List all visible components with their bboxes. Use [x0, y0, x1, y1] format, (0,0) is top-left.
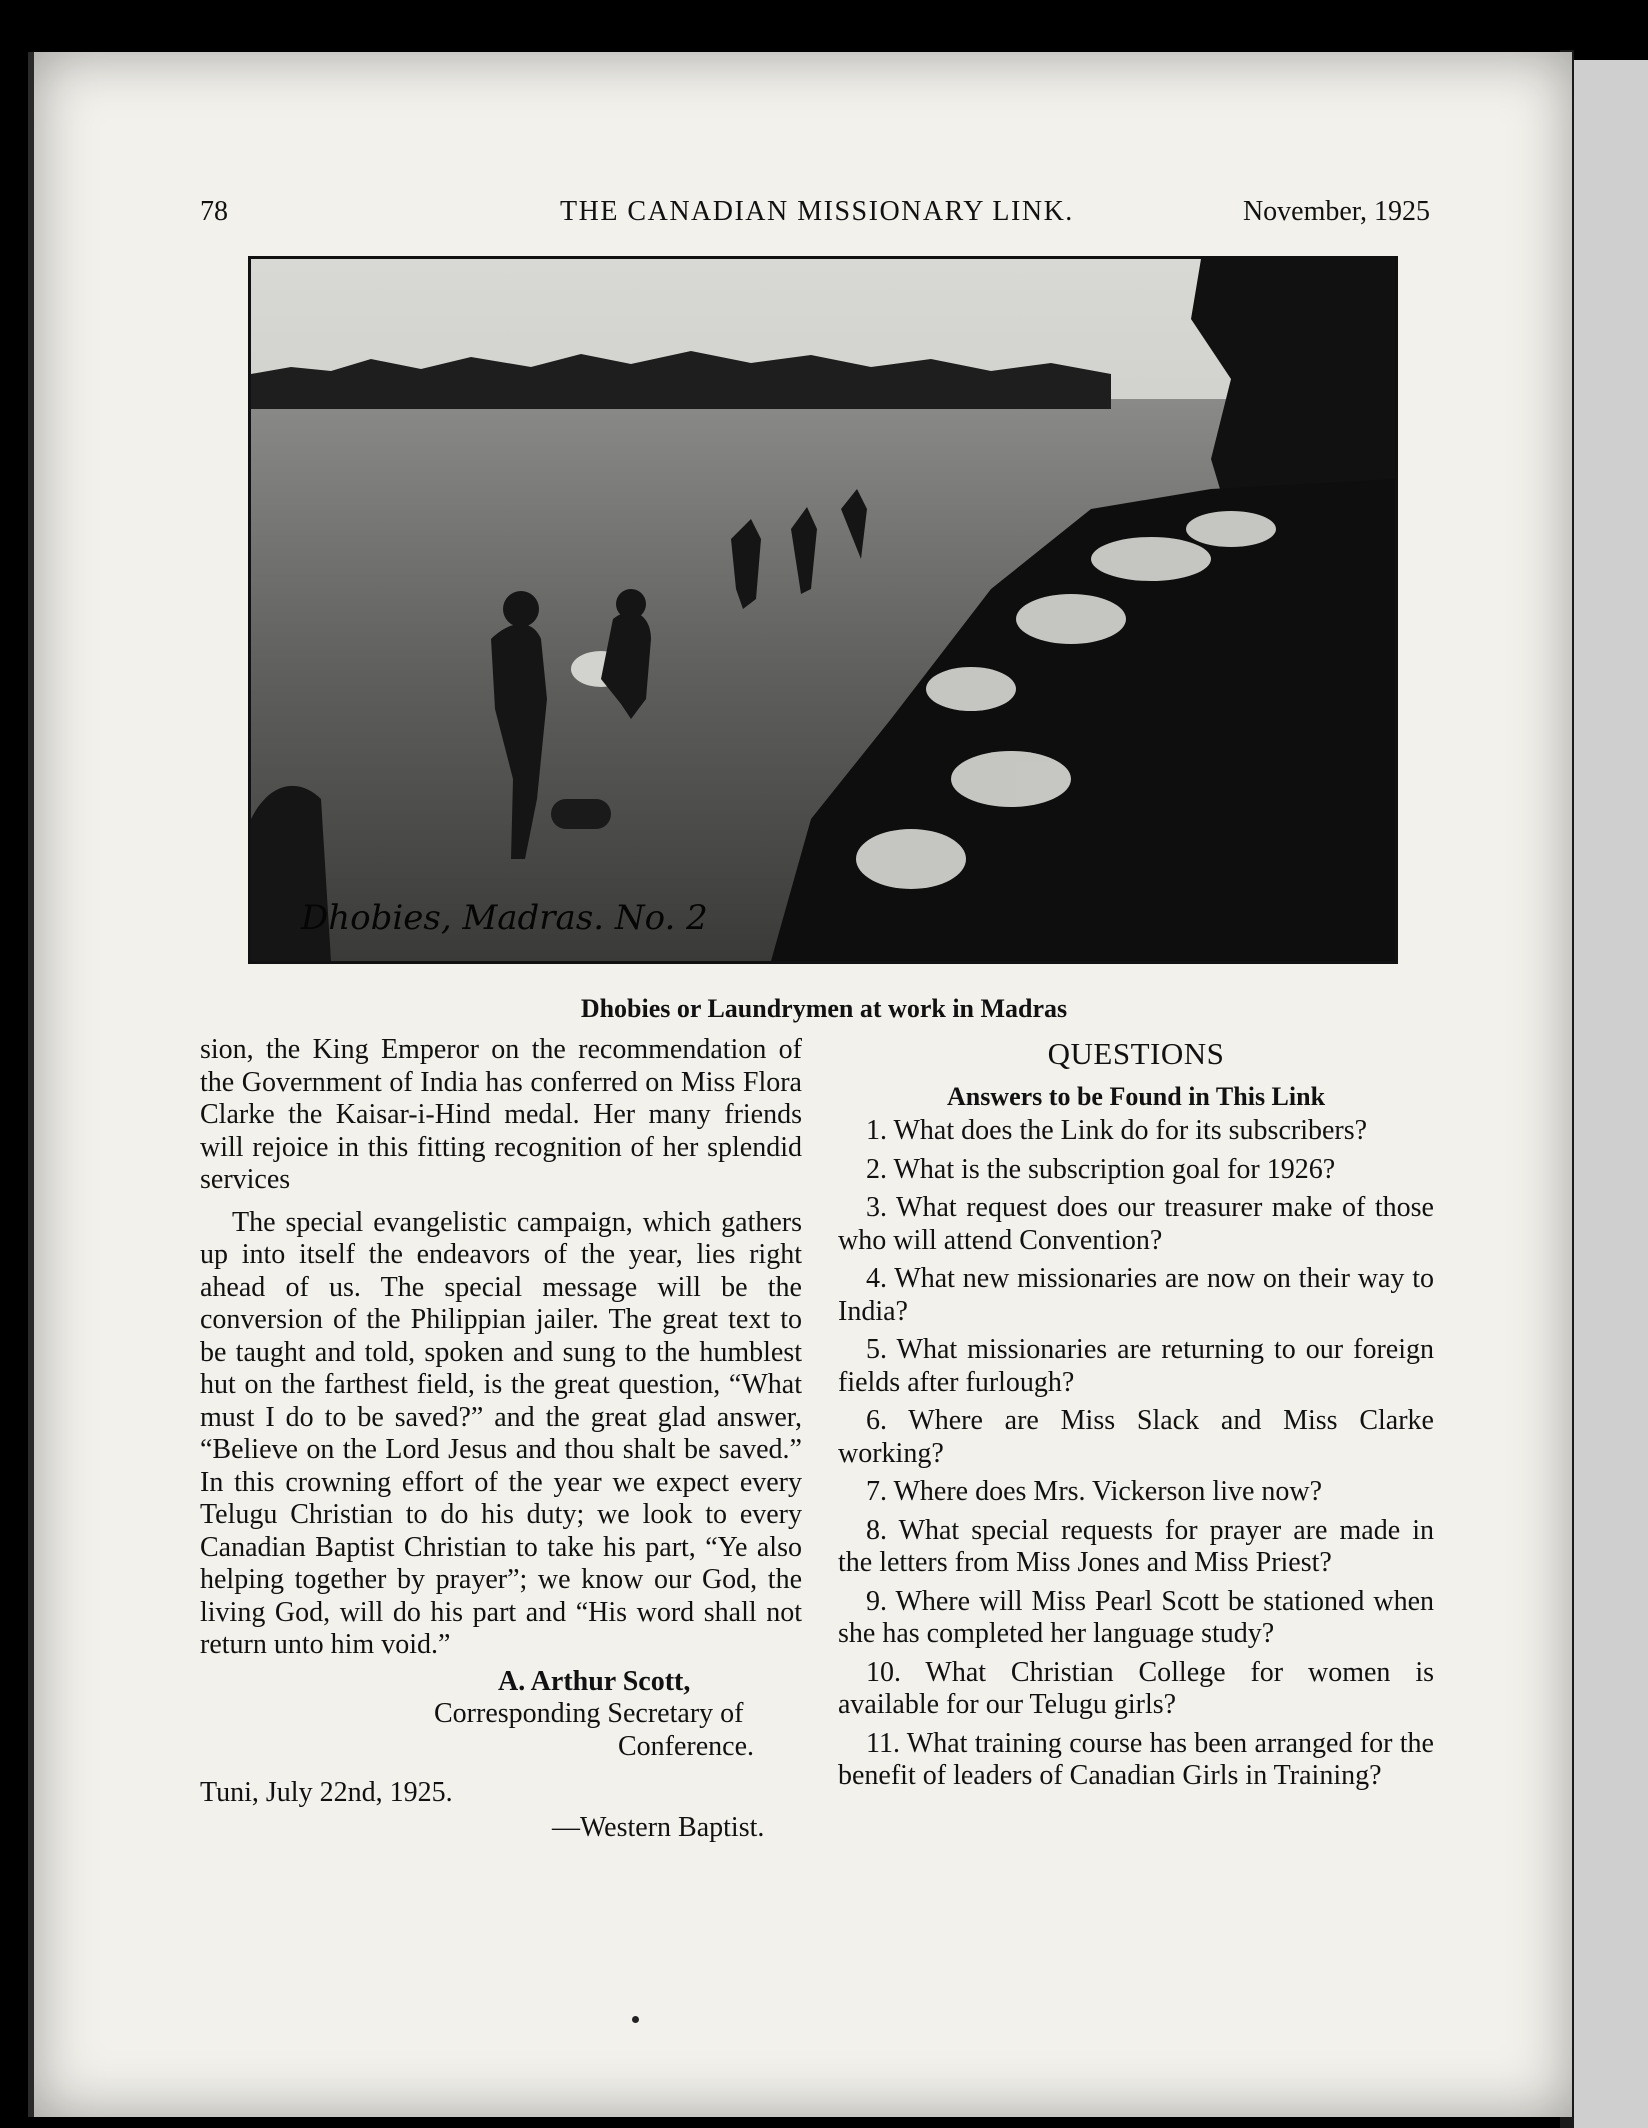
- photo-illustration: [251, 259, 1395, 961]
- photo-inscription: Dhobies, Madras. No. 2: [301, 898, 708, 938]
- question-item: 2. What is the subscription goal for 1926?: [866, 1153, 1336, 1185]
- signature-role: Corresponding Secretary of: [434, 1698, 744, 1729]
- questions-title: QUESTIONS: [1047, 1036, 1225, 1071]
- laundrymen-photo: [248, 256, 1398, 964]
- running-header: [200, 196, 1430, 236]
- publication-title: THE CANADIAN MISSIONARY LINK.: [560, 196, 1074, 227]
- question-item: 10. What Christian College for women is available for our Telugu girls?: [838, 1656, 1434, 1720]
- signature-name: A. Arthur Scott,: [498, 1665, 691, 1697]
- question-item: 5. What missionaries are returning to our foreign fields after furlough?: [838, 1334, 1434, 1398]
- question-item: 8. What special requests for prayer are made in the letters from Miss Jones and Miss Priest?: [838, 1514, 1434, 1578]
- article-paragraph-2: The special evangelistic campaign, which gathers up into itself the endeavors of the year, lies right ahead of us. The special message will be the conversion of the Philippian jailer. The great text to be taught and told, spoken and sung to the humblest hut on the farthest field, is the great question, “What must I do to be saved?” and the great glad answer, “Believe on the Lord Jesus and thou shalt be saved.” In this crowning effort of the year we expect every Telugu Christian to do his duty; we look to every Canadian Baptist Christian to take his part, “Ye also helping together by prayer”; we know our God, the living God, will do his part and “His word shall not return unto him void.”: [200, 1206, 802, 1660]
- article-column: [200, 1034, 802, 1844]
- question-item: 3. What request does our treasurer make of those who will attend Convention?: [838, 1192, 1434, 1256]
- issue-date: November, 1925: [1242, 196, 1430, 227]
- page-number: 78: [200, 196, 228, 227]
- signature-block: [200, 1666, 802, 1845]
- questions-column: [838, 1038, 1434, 1799]
- question-item: 4. What new missionaries are now on their way to India?: [838, 1263, 1434, 1327]
- question-item: 7. Where does Mrs. Vickerson live now?: [866, 1476, 1323, 1507]
- questions-subtitle: Answers to be Found in This Link: [946, 1081, 1326, 1111]
- question-item: 6. Where are Miss Slack and Miss Clarke working?: [838, 1405, 1434, 1469]
- photo-caption: Dhobies or Laundrymen at work in Madras: [580, 994, 1068, 1023]
- question-item: 1. What does the Link do for its subscribers?: [866, 1115, 1368, 1146]
- ink-dot: [632, 2016, 639, 2023]
- adjacent-page-edge: [1574, 60, 1648, 2128]
- source-credit: —Western Baptist.: [552, 1811, 765, 1843]
- article-paragraph-1: sion, the King Emperor on the recommendation of the Government of India has conferred on Miss Flora Clarke the Kaisar-i-Hind medal. Her many friends will rejoice in this fitting recognition of her splendid services: [200, 1034, 802, 1195]
- signature-org: Conference.: [618, 1730, 755, 1762]
- question-item: 9. Where will Miss Pearl Scott be stationed when she has completed her language study?: [838, 1585, 1434, 1649]
- place-date: Tuni, July 22nd, 1925.: [200, 1777, 453, 1808]
- question-item: 11. What training course has been arranged for the benefit of leaders of Canadian Girls in Training?: [838, 1727, 1434, 1791]
